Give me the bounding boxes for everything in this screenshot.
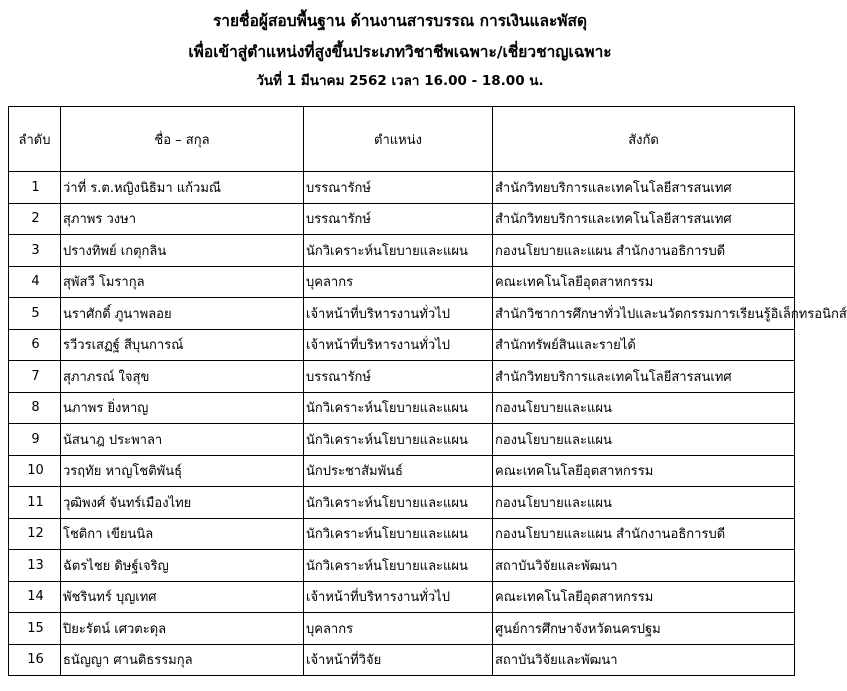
cell-order: 7 xyxy=(9,361,61,393)
cell-order: 12 xyxy=(9,518,61,550)
cell-unit: สถาบันวิจัยและพัฒนา xyxy=(493,644,795,676)
cell-name: ปรางทิพย์ เกตุกลิน xyxy=(61,235,304,267)
cell-order: 2 xyxy=(9,203,61,235)
cell-position: นักวิเคราะห์นโยบายและแผน xyxy=(304,424,493,456)
cell-unit: สำนักวิชาการศึกษาทั่วไปและนวัตกรรมการเรียนรู้อิเล็กทรอนิกส์ xyxy=(493,298,795,330)
table-row xyxy=(9,235,795,267)
cell-position: บรรณารักษ์ xyxy=(304,203,493,235)
table-row xyxy=(9,329,795,361)
cell-order: 16 xyxy=(9,644,61,676)
cell-order: 8 xyxy=(9,392,61,424)
cell-name: พัชรินทร์ บุญเทศ xyxy=(61,581,304,613)
cell-name: ธนัญญา ศานติธรรมกุล xyxy=(61,644,304,676)
examinee-table xyxy=(8,106,847,676)
cell-unit: สำนักวิทยบริการและเทคโนโลยีสารสนเทศ xyxy=(493,361,795,393)
cell-order: 1 xyxy=(9,172,61,204)
cell-position: บุคลากร xyxy=(304,266,493,298)
cell-position: นักวิเคราะห์นโยบายและแผน xyxy=(304,487,493,519)
cell-order: 14 xyxy=(9,581,61,613)
cell-position: บุคลากร xyxy=(304,613,493,645)
cell-order: 15 xyxy=(9,613,61,645)
cell-unit: สถาบันวิจัยและพัฒนา xyxy=(493,550,795,582)
cell-position: เจ้าหน้าที่บริหารงานทั่วไป xyxy=(304,298,493,330)
cell-unit: คณะเทคโนโลยีอุตสาหกรรม xyxy=(493,455,795,487)
cell-name: ฉัตรไชย ดิษฐ์เจริญ xyxy=(61,550,304,582)
cell-position: เจ้าหน้าที่บริหารงานทั่วไป xyxy=(304,329,493,361)
cell-order: 13 xyxy=(9,550,61,582)
column-header-name: ชื่อ – สกุล xyxy=(61,107,304,172)
cell-order: 9 xyxy=(9,424,61,456)
exam-date-time: วันที่ 1 มีนาคม 2562 เวลา 16.00 - 18.00 น. xyxy=(256,73,544,89)
cell-position: นักวิเคราะห์นโยบายและแผน xyxy=(304,550,493,582)
cell-position: บรรณารักษ์ xyxy=(304,172,493,204)
table-row xyxy=(9,361,795,393)
cell-unit: กองนโยบายและแผน xyxy=(493,424,795,456)
cell-unit: สำนักวิทยบริการและเทคโนโลยีสารสนเทศ xyxy=(493,203,795,235)
cell-name: โชติกา เขียนนิล xyxy=(61,518,304,550)
table-row xyxy=(9,550,795,582)
table-header-row xyxy=(9,107,795,172)
document-title: รายชื่อผู้สอบพื้นฐาน ด้านงานสารบรรณ การเงินและพัสดุ xyxy=(212,12,588,30)
table-row xyxy=(9,392,795,424)
cell-unit: ศูนย์การศึกษาจังหวัดนครปฐม xyxy=(493,613,795,645)
cell-order: 4 xyxy=(9,266,61,298)
cell-name: นราศักดิ์ ภูนาพลอย xyxy=(61,298,304,330)
cell-name: นภาพร ยิ่งหาญ xyxy=(61,392,304,424)
table-row xyxy=(9,613,795,645)
table-row xyxy=(9,203,795,235)
cell-unit: สำนักทรัพย์สินและรายได้ xyxy=(493,329,795,361)
table-row xyxy=(9,518,795,550)
cell-position: เจ้าหน้าที่บริหารงานทั่วไป xyxy=(304,581,493,613)
cell-unit: กองนโยบายและแผน สำนักงานอธิการบดี xyxy=(493,235,795,267)
cell-order: 10 xyxy=(9,455,61,487)
document-header xyxy=(0,6,800,95)
cell-name: ปิยะรัตน์ เศวตะดุล xyxy=(61,613,304,645)
table-body xyxy=(9,172,847,676)
cell-name: วรฤทัย หาญโชติพันธุ์ xyxy=(61,455,304,487)
cell-position: นักวิเคราะห์นโยบายและแผน xyxy=(304,392,493,424)
cell-name: นัสนาฎ ประพาลา xyxy=(61,424,304,456)
cell-order: 11 xyxy=(9,487,61,519)
cell-order: 5 xyxy=(9,298,61,330)
table-row xyxy=(9,644,795,676)
cell-order: 6 xyxy=(9,329,61,361)
cell-unit: สำนักวิทยบริการและเทคโนโลยีสารสนเทศ xyxy=(493,172,795,204)
table-row xyxy=(9,172,795,204)
document-subtitle: เพื่อเข้าสู่ตำแหน่งที่สูงขึ้นประเภทวิชาชีพเฉพาะ/เชี่ยวชาญเฉพาะ xyxy=(188,43,612,61)
cell-unit: คณะเทคโนโลยีอุตสาหกรรม xyxy=(493,581,795,613)
cell-order: 3 xyxy=(9,235,61,267)
table-row xyxy=(9,298,795,330)
cell-unit: กองนโยบายและแผน xyxy=(493,487,795,519)
cell-name: สุภาพร วงษา xyxy=(61,203,304,235)
column-header-order: ลำดับ xyxy=(9,107,61,172)
table-row xyxy=(9,581,795,613)
cell-position: เจ้าหน้าที่วิจัย xyxy=(304,644,493,676)
cell-name: สุภาภรณ์ ใจสุข xyxy=(61,361,304,393)
cell-unit: คณะเทคโนโลยีอุตสาหกรรม xyxy=(493,266,795,298)
cell-name: ว่าที่ ร.ต.หญิงนิธิมา แก้วมณี xyxy=(61,172,304,204)
table-row xyxy=(9,266,795,298)
cell-position: นักวิเคราะห์นโยบายและแผน xyxy=(304,235,493,267)
cell-name: รวีวรเสฏฐ์ สีบุนการณ์ xyxy=(61,329,304,361)
cell-unit: กองนโยบายและแผน สำนักงานอธิการบดี xyxy=(493,518,795,550)
cell-position: นักประชาสัมพันธ์ xyxy=(304,455,493,487)
table-row xyxy=(9,455,795,487)
cell-unit: กองนโยบายและแผน xyxy=(493,392,795,424)
table-row xyxy=(9,424,795,456)
cell-name: สุพัสวี โมรากุล xyxy=(61,266,304,298)
cell-name: วุฒิพงศ์ จันทร์เมืองไทย xyxy=(61,487,304,519)
table-row xyxy=(9,487,795,519)
cell-position: บรรณารักษ์ xyxy=(304,361,493,393)
column-header-position: ตำแหน่ง xyxy=(304,107,493,172)
column-header-unit: สังกัด xyxy=(493,107,795,172)
cell-position: นักวิเคราะห์นโยบายและแผน xyxy=(304,518,493,550)
